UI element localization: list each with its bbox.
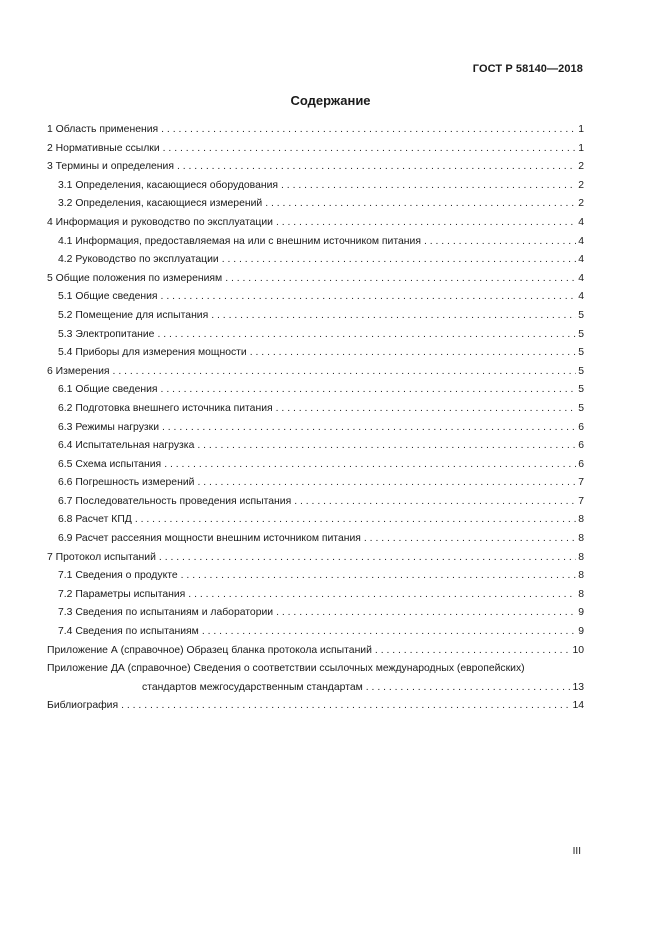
table-of-contents <box>47 121 584 716</box>
toc-entry-page: 4 <box>578 272 584 284</box>
toc-entry-title: 6.9 Расчет рассеяния мощности внешним источником питания <box>58 533 361 545</box>
dot-leader <box>121 697 570 716</box>
toc-entry-page: 8 <box>578 533 584 545</box>
toc-entry-title: 7.4 Сведения по испытаниям <box>58 626 199 638</box>
toc-entry-page: 5 <box>578 328 584 340</box>
toc-entry[interactable] <box>47 307 584 326</box>
toc-entry-page: 13 <box>572 681 584 693</box>
toc-entry-title: 5.4 Приборы для измерения мощности <box>58 347 247 359</box>
toc-entry-title: 6.6 Погрешность измерений <box>58 477 195 489</box>
toc-entry[interactable] <box>47 419 584 438</box>
toc-entry[interactable] <box>47 344 584 363</box>
toc-entry-title: 4 Информация и руководство по эксплуатации <box>47 216 273 228</box>
toc-entry-page: 8 <box>578 588 584 600</box>
toc-entry-page: 6 <box>578 458 584 470</box>
toc-entry-page: 14 <box>572 700 584 712</box>
toc-entry-title: 5 Общие положения по измерениям <box>47 272 223 284</box>
toc-entry-title: 7 Протокол испытаний <box>47 551 156 563</box>
toc-entry-title: 5.1 Общие сведения <box>58 291 158 303</box>
dot-leader <box>161 381 577 400</box>
toc-entry[interactable] <box>47 400 584 419</box>
toc-entry[interactable] <box>47 474 584 493</box>
toc-entry-page: 2 <box>578 179 584 191</box>
toc-entry-page: 10 <box>572 644 584 656</box>
toc-entry[interactable] <box>47 158 584 177</box>
toc-entry-title: 6.1 Общие сведения <box>58 384 158 396</box>
toc-entry-page: 9 <box>578 626 584 638</box>
standard-number: ГОСТ Р 58140—2018 <box>472 63 583 75</box>
toc-entry[interactable] <box>47 270 584 289</box>
dot-leader <box>225 270 576 289</box>
toc-entry-page: 4 <box>578 254 584 266</box>
toc-entry[interactable] <box>47 623 584 642</box>
toc-entry[interactable] <box>47 288 584 307</box>
toc-entry[interactable] <box>47 251 584 270</box>
dot-leader <box>265 195 576 214</box>
toc-entry-page: 5 <box>578 347 584 359</box>
toc-entry-title: 6.4 Испытательная нагрузка <box>58 440 195 452</box>
toc-entry-page: 9 <box>578 607 584 619</box>
toc-entry-page: 2 <box>578 198 584 210</box>
dot-leader <box>197 474 576 493</box>
toc-entry-page: 7 <box>578 495 584 507</box>
dot-leader <box>202 623 576 642</box>
toc-entry-title: 3 Термины и определения <box>47 161 174 173</box>
toc-entry[interactable] <box>47 642 584 661</box>
toc-entry-title: 7.2 Параметры испытания <box>58 588 186 600</box>
toc-entry[interactable] <box>47 604 584 623</box>
dot-leader <box>366 679 571 698</box>
toc-entry-page: 1 <box>578 142 584 154</box>
toc-entry[interactable] <box>47 233 584 252</box>
dot-leader <box>157 326 576 345</box>
toc-entry[interactable] <box>47 437 584 456</box>
toc-entry-title: 4.1 Информация, предоставляемая на или с внешним источником питания <box>58 235 421 247</box>
toc-entry[interactable] <box>47 456 584 475</box>
toc-entry-title: 3.2 Определения, касающиеся измерений <box>58 198 263 210</box>
dot-leader <box>164 456 576 475</box>
dot-leader <box>294 493 576 512</box>
toc-entry-title: 6.2 Подготовка внешнего источника питания <box>58 402 273 414</box>
toc-entry-title: 7.1 Сведения о продукте <box>58 570 178 582</box>
dot-leader <box>163 140 577 159</box>
toc-entry[interactable] <box>47 177 584 196</box>
toc-entry-page: 8 <box>578 570 584 582</box>
toc-entry-title: 4.2 Руководство по эксплуатации <box>58 254 219 266</box>
toc-entry-page: 5 <box>578 402 584 414</box>
toc-entry-title: 6 Измерения <box>47 365 110 377</box>
toc-entry-title: 6.3 Режимы нагрузки <box>58 421 159 433</box>
toc-entry-page: 8 <box>578 514 584 526</box>
toc-entry-page: 5 <box>578 365 584 377</box>
toc-entry[interactable] <box>47 140 584 159</box>
toc-entry[interactable] <box>47 121 584 140</box>
toc-entry-title: 6.8 Расчет КПД <box>58 514 132 526</box>
toc-entry-title: Приложение ДА (справочное) Сведения о соответствии ссылочных международных (европейских) <box>47 663 525 675</box>
toc-entry-page: 4 <box>578 216 584 228</box>
toc-entry-title: 6.5 Схема испытания <box>58 458 162 470</box>
toc-entry-title: 1 Область применения <box>47 124 159 135</box>
toc-entry[interactable] <box>47 660 584 697</box>
toc-entry-title: 7.3 Сведения по испытаниям и лаборатории <box>58 607 274 619</box>
toc-entry-page: 4 <box>578 291 584 303</box>
toc-entry-title: 3.1 Определения, касающиеся оборудования <box>58 179 279 191</box>
toc-entry[interactable] <box>47 697 584 716</box>
toc-entry-page: 5 <box>578 384 584 396</box>
dot-leader <box>197 437 576 456</box>
toc-entry-page: 5 <box>578 309 584 321</box>
toc-entry-page: 6 <box>578 440 584 452</box>
dot-leader <box>177 158 576 177</box>
dot-leader <box>113 363 577 382</box>
dot-leader <box>364 530 576 549</box>
toc-entry-page: 8 <box>578 551 584 563</box>
toc-entry[interactable] <box>47 567 584 586</box>
dot-leader <box>375 642 571 661</box>
toc-entry[interactable] <box>47 511 584 530</box>
dot-leader <box>276 214 576 233</box>
dot-leader <box>222 251 577 270</box>
toc-entry-page: 4 <box>578 235 584 247</box>
toc-entry-title-continued: стандартов межгосударственным стандартам <box>142 681 363 693</box>
toc-entry-title: Библиография <box>47 700 119 712</box>
toc-entry[interactable] <box>47 493 584 512</box>
toc-entry-title: 5.2 Помещение для испытания <box>58 309 209 321</box>
toc-entry-page: 6 <box>578 421 584 433</box>
dot-leader <box>188 586 576 605</box>
toc-entry[interactable] <box>47 549 584 568</box>
dot-leader <box>424 233 576 252</box>
dot-leader <box>281 177 576 196</box>
toc-entry-page: 2 <box>578 161 584 173</box>
toc-entry[interactable] <box>47 586 584 605</box>
toc-entry[interactable] <box>47 195 584 214</box>
dot-leader <box>159 549 576 568</box>
dot-leader <box>181 567 577 586</box>
toc-entry-title: 6.7 Последовательность проведения испытания <box>58 495 292 507</box>
toc-entry-title: 2 Нормативные ссылки <box>47 142 160 154</box>
dot-leader <box>211 307 576 326</box>
toc-entry[interactable] <box>47 363 584 382</box>
toc-entry-title: Приложение А (справочное) Образец бланка протокола испытаний <box>47 644 372 656</box>
toc-entry[interactable] <box>47 530 584 549</box>
dot-leader <box>135 511 576 530</box>
toc-entry[interactable] <box>47 381 584 400</box>
toc-entry[interactable] <box>47 214 584 233</box>
page-number: III <box>572 846 581 857</box>
dot-leader <box>250 344 576 363</box>
toc-entry-page: 1 <box>578 124 584 135</box>
toc-entry-title: 5.3 Электропитание <box>58 328 155 340</box>
toc-title: Содержание <box>290 93 371 108</box>
dot-leader <box>161 288 577 307</box>
toc-entry[interactable] <box>47 326 584 345</box>
dot-leader <box>162 419 576 438</box>
toc-entry-page: 7 <box>578 477 584 489</box>
dot-leader <box>276 400 577 419</box>
dot-leader <box>276 604 576 623</box>
dot-leader <box>161 121 576 140</box>
